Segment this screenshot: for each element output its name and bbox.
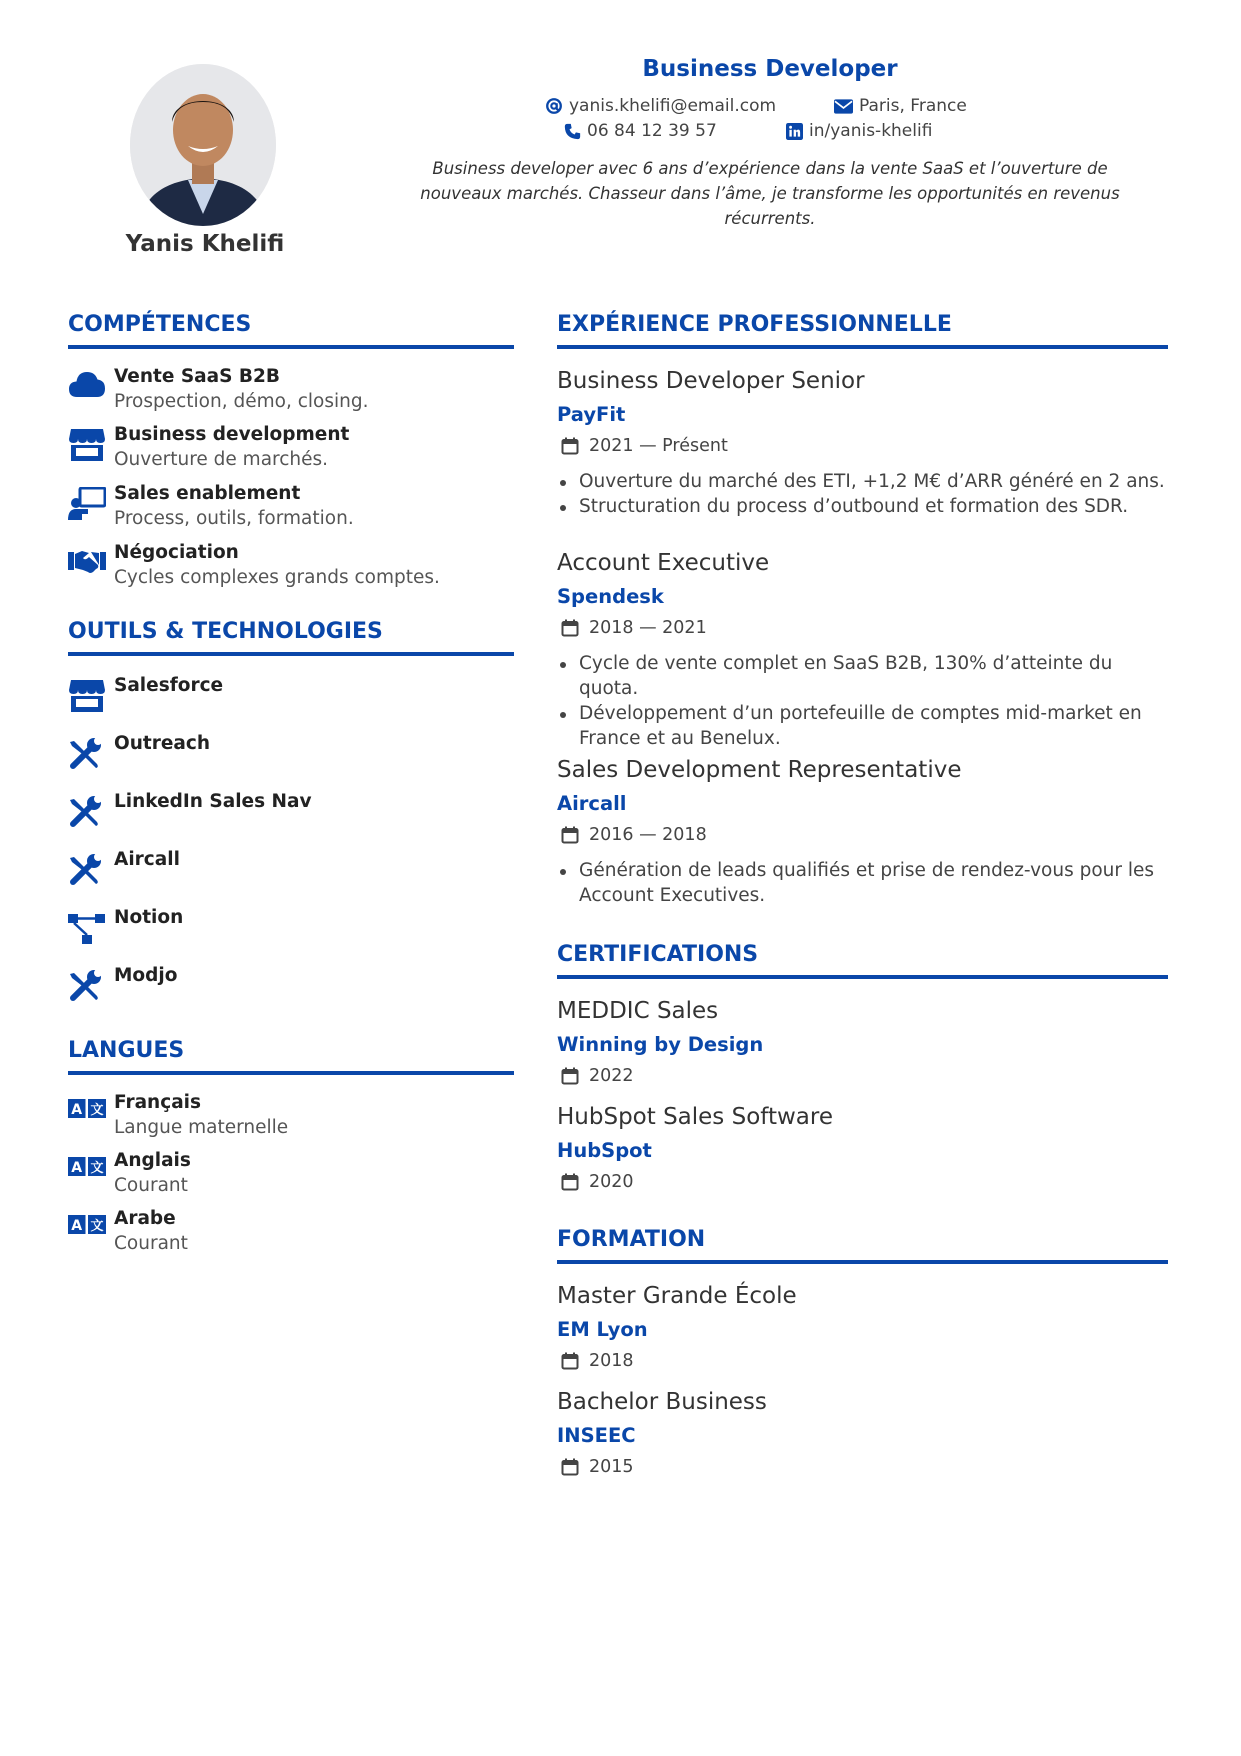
education-entry bbox=[557, 1387, 1177, 1480]
language-item bbox=[68, 1148, 191, 1198]
tool-item bbox=[68, 789, 312, 829]
date-text: 2015 bbox=[589, 1457, 634, 1477]
company-name: Aircall bbox=[557, 792, 627, 815]
skill-name: Vente SaaS B2B bbox=[114, 366, 280, 387]
skill-item bbox=[68, 422, 349, 472]
tools-section bbox=[68, 619, 514, 986]
skill-item bbox=[68, 364, 368, 414]
tool-item bbox=[68, 673, 223, 713]
languages-heading: LANGUES bbox=[68, 1038, 514, 1075]
profile-summary: Business developer avec 6 ans d’expérience dans la vente SaaS et l’ouverture de nouveaux marchés. Chasseur dans l’âme, je transforme les opportunités en revenus récurrents. bbox=[420, 159, 1120, 228]
language-name: Français bbox=[114, 1092, 202, 1113]
store-icon bbox=[68, 428, 106, 462]
language-name: Arabe bbox=[114, 1208, 176, 1229]
achievement: Cycle de vente complet en SaaS B2B, 130% d’atteinte du quota. bbox=[557, 651, 1177, 701]
svg-text:A: A bbox=[71, 1102, 83, 1118]
skill-description: Prospection, démo, closing. bbox=[114, 391, 369, 412]
language-name: Anglais bbox=[114, 1150, 191, 1171]
school-name: INSEEC bbox=[557, 1424, 636, 1447]
calendar-icon bbox=[561, 1067, 579, 1085]
linkedin-icon bbox=[786, 123, 803, 140]
skill-description: Cycles complexes grands comptes. bbox=[114, 567, 440, 588]
tool-name: Outreach bbox=[114, 733, 211, 754]
tool-name: Modjo bbox=[114, 965, 178, 986]
handshake-icon bbox=[68, 546, 106, 576]
email-text: yanis.khelifi@email.com bbox=[569, 96, 777, 116]
linkedin-text: in/yanis-khelifi bbox=[809, 121, 933, 141]
svg-text:文: 文 bbox=[90, 1103, 104, 1118]
education-entry bbox=[557, 1281, 1177, 1374]
certifications-heading: CERTIFICATIONS bbox=[557, 942, 1168, 979]
tools-heading: OUTILS & TECHNOLOGIES bbox=[68, 619, 514, 656]
date-range bbox=[557, 1169, 1177, 1195]
linkedin-contact[interactable] bbox=[786, 121, 932, 141]
language-item bbox=[68, 1206, 188, 1256]
achievement-list bbox=[557, 651, 1177, 751]
date-text: 2022 bbox=[589, 1066, 634, 1086]
skills-section bbox=[68, 312, 514, 588]
tool-item bbox=[68, 731, 210, 771]
job-title: Business Developer bbox=[642, 56, 898, 82]
svg-text:文: 文 bbox=[90, 1161, 104, 1176]
tool-name: Notion bbox=[114, 907, 184, 928]
position-title: Business Developer Senior bbox=[557, 368, 865, 394]
experience-section bbox=[557, 312, 1168, 906]
calendar-icon bbox=[561, 1173, 579, 1191]
at-icon bbox=[545, 97, 563, 115]
tools-icon bbox=[68, 853, 102, 887]
phone-icon bbox=[564, 123, 581, 140]
education-section bbox=[557, 1227, 1168, 1477]
language-level: Langue maternelle bbox=[114, 1117, 289, 1138]
profile-photo bbox=[130, 64, 276, 226]
tools-icon bbox=[68, 969, 102, 1003]
diagram-icon bbox=[68, 911, 106, 945]
certification-issuer: HubSpot bbox=[557, 1139, 652, 1162]
date-text: 2018 — 2021 bbox=[589, 618, 707, 638]
tool-name: Aircall bbox=[114, 849, 180, 870]
experience-entry bbox=[557, 755, 1177, 908]
languages-section bbox=[68, 1038, 514, 1254]
tool-item bbox=[68, 963, 177, 1003]
tool-item bbox=[68, 847, 180, 887]
company-name: Spendesk bbox=[557, 585, 664, 608]
date-range bbox=[557, 1063, 1177, 1089]
skill-description: Ouverture de marchés. bbox=[114, 449, 329, 470]
calendar-icon bbox=[561, 1352, 579, 1370]
tools-icon bbox=[68, 737, 102, 771]
position-title: Account Executive bbox=[557, 550, 770, 576]
certifications-section bbox=[557, 942, 1168, 1192]
language-level: Courant bbox=[114, 1175, 188, 1196]
school-name: EM Lyon bbox=[557, 1318, 648, 1341]
phone-contact[interactable] bbox=[564, 121, 717, 141]
cloud-icon bbox=[68, 370, 106, 398]
language-level: Courant bbox=[114, 1233, 188, 1254]
experience-entry bbox=[557, 366, 1177, 519]
language-item bbox=[68, 1090, 288, 1140]
svg-text:文: 文 bbox=[90, 1219, 104, 1234]
education-heading: FORMATION bbox=[557, 1227, 1168, 1264]
achievement: Développement d’un portefeuille de comptes mid-market en France et au Benelux. bbox=[557, 701, 1177, 751]
tool-item bbox=[68, 905, 183, 945]
certification-title: HubSpot Sales Software bbox=[557, 1104, 833, 1130]
tool-name: LinkedIn Sales Nav bbox=[114, 791, 312, 812]
certification-issuer: Winning by Design bbox=[557, 1033, 764, 1056]
degree-title: Bachelor Business bbox=[557, 1389, 767, 1415]
calendar-icon bbox=[561, 437, 579, 455]
candidate-name: Yanis Khelifi bbox=[125, 231, 285, 257]
skill-name: Négociation bbox=[114, 542, 239, 563]
company-name: PayFit bbox=[557, 403, 626, 426]
svg-text:A: A bbox=[71, 1218, 83, 1234]
skill-name: Sales enablement bbox=[114, 483, 301, 504]
svg-text:A: A bbox=[71, 1160, 83, 1176]
achievement-list bbox=[557, 858, 1177, 908]
certification-entry bbox=[557, 1102, 1177, 1195]
location-text: Paris, France bbox=[859, 96, 967, 116]
degree-title: Master Grande École bbox=[557, 1283, 797, 1309]
phone-text: 06 84 12 39 57 bbox=[587, 121, 717, 141]
date-range bbox=[557, 615, 1177, 641]
translate-icon bbox=[68, 1157, 106, 1176]
date-range bbox=[557, 822, 1177, 848]
date-range bbox=[557, 1454, 1177, 1480]
skill-name: Business development bbox=[114, 424, 350, 445]
date-range bbox=[557, 1348, 1177, 1374]
tool-name: Salesforce bbox=[114, 675, 224, 696]
skill-item bbox=[68, 481, 354, 531]
date-text: 2021 — Présent bbox=[589, 436, 728, 456]
certification-entry bbox=[557, 996, 1177, 1089]
translate-icon bbox=[68, 1099, 106, 1118]
tools-icon bbox=[68, 795, 102, 829]
location-contact bbox=[834, 96, 967, 116]
date-text: 2020 bbox=[589, 1172, 634, 1192]
certification-title: MEDDIC Sales bbox=[557, 998, 719, 1024]
position-title: Sales Development Representative bbox=[557, 757, 962, 783]
date-text: 2018 bbox=[589, 1351, 634, 1371]
achievement-list bbox=[557, 469, 1177, 519]
skill-item bbox=[68, 540, 440, 590]
store-icon bbox=[68, 679, 106, 713]
skill-description: Process, outils, formation. bbox=[114, 508, 354, 529]
skills-heading: COMPÉTENCES bbox=[68, 312, 514, 349]
calendar-icon bbox=[561, 826, 579, 844]
calendar-icon bbox=[561, 1458, 579, 1476]
experience-entry bbox=[557, 548, 1177, 751]
date-text: 2016 — 2018 bbox=[589, 825, 707, 845]
achievement: Structuration du process d’outbound et formation des SDR. bbox=[557, 494, 1177, 519]
email-contact[interactable] bbox=[545, 96, 776, 116]
date-range bbox=[557, 433, 1177, 459]
presenter-icon bbox=[68, 487, 106, 521]
achievement: Génération de leads qualifiés et prise de rendez-vous pour les Account Executives. bbox=[557, 858, 1177, 908]
translate-icon bbox=[68, 1215, 106, 1234]
envelope-icon bbox=[834, 99, 853, 114]
calendar-icon bbox=[561, 619, 579, 637]
experience-heading: EXPÉRIENCE PROFESSIONNELLE bbox=[557, 312, 1168, 349]
achievement: Ouverture du marché des ETI, +1,2 M€ d’ARR généré en 2 ans. bbox=[557, 469, 1177, 494]
